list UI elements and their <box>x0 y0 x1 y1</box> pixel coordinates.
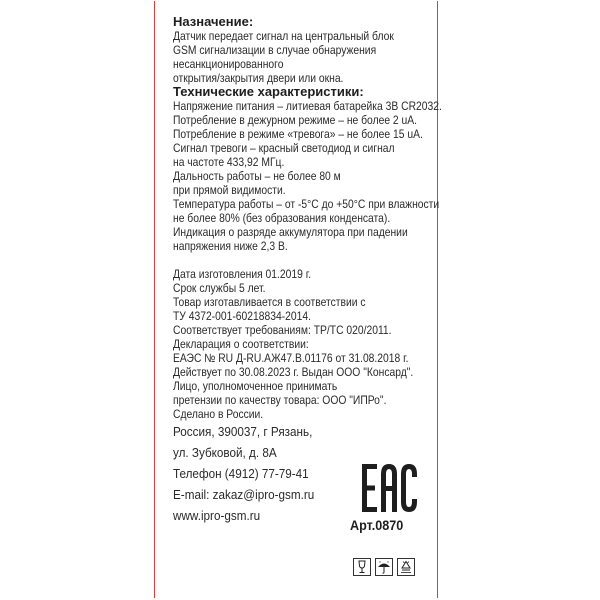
spec-line: Потребление в режиме «тревога» – не более 15 uA. <box>173 127 423 141</box>
fragile-glass-icon <box>353 558 371 576</box>
spec-line: Напряжение питания – литиевая батарейка 3В CR2032. <box>173 99 442 113</box>
recycle-icon <box>397 558 415 576</box>
spec-line: на частоте 433,92 МГц. <box>173 155 285 169</box>
purpose-line: GSM сигнализации в случае обнаружения <box>173 43 377 57</box>
info-line: ТУ 4372-001-60218834-2014. <box>173 309 311 323</box>
keep-dry-umbrella-icon <box>375 558 393 576</box>
purpose-text <box>173 29 435 85</box>
info-line: Действует по 30.08.2023 г. Выдан ООО "Консард". <box>173 365 414 379</box>
email-line: E-mail: zakaz@ipro-gsm.ru <box>173 487 315 502</box>
info-line: Дата изготовления 01.2019 г. <box>173 267 312 281</box>
spec-line: Сигнал тревоги – красный светодиод и сигнал <box>173 141 395 155</box>
specs-heading: Технические характеристики: <box>173 84 364 99</box>
spec-line: при прямой видимости. <box>173 183 286 197</box>
info-line: Сделано в России. <box>173 407 264 421</box>
label-content <box>173 14 442 526</box>
info-line: Декларация о соответствии: <box>173 337 309 351</box>
website-line: www.ipro-gsm.ru <box>173 508 261 523</box>
info-line: Срок службы 5 лет. <box>173 281 266 295</box>
spec-line: Дальность работы – не более 80 м <box>173 169 341 183</box>
spec-line: Температура работы – от -5°С до +50°С при влажности <box>173 197 440 211</box>
address-line: Россия, 390037, г Рязань, <box>173 424 313 439</box>
specs-text <box>173 99 442 253</box>
article-number: Арт.0870 <box>350 517 404 533</box>
purpose-line: несанкционированного <box>173 57 284 71</box>
spec-line: напряжения ниже 2,3 В. <box>173 239 288 253</box>
spec-line: Индикация о разряде аккумулятора при падении <box>173 225 408 239</box>
purpose-heading: Назначение: <box>173 14 254 29</box>
info-line: Лицо, уполномоченное принимать <box>173 379 338 393</box>
info-line: претензии по качеству товара: ООО "ИПРо". <box>173 393 387 407</box>
handling-symbols <box>353 558 415 576</box>
phone-line: Телефон (4912) 77-79-41 <box>173 466 309 481</box>
info-text <box>173 267 435 421</box>
purpose-line: открытия/закрытия двери или окна. <box>173 71 344 85</box>
spacer <box>173 253 435 267</box>
info-line: Товар изготавливается в соответствии с <box>173 295 366 309</box>
info-line: Соответствует требованиям: ТР/ТС 020/2011. <box>173 323 392 337</box>
address-line: ул. Зубковой, д. 8А <box>173 445 277 460</box>
purpose-line: Датчик передает сигнал на центральный блок <box>173 29 394 43</box>
eac-mark-icon <box>360 462 418 514</box>
spec-line: Потребление в дежурном режиме – не более 2 uA. <box>173 113 418 127</box>
spec-line: не более 80% (без образования конденсата). <box>173 211 391 225</box>
info-line: ЕАЭС № RU Д-RU.АЖ47.В.01176 от 31.08.2018 г. <box>173 351 409 365</box>
product-label <box>154 1 442 598</box>
